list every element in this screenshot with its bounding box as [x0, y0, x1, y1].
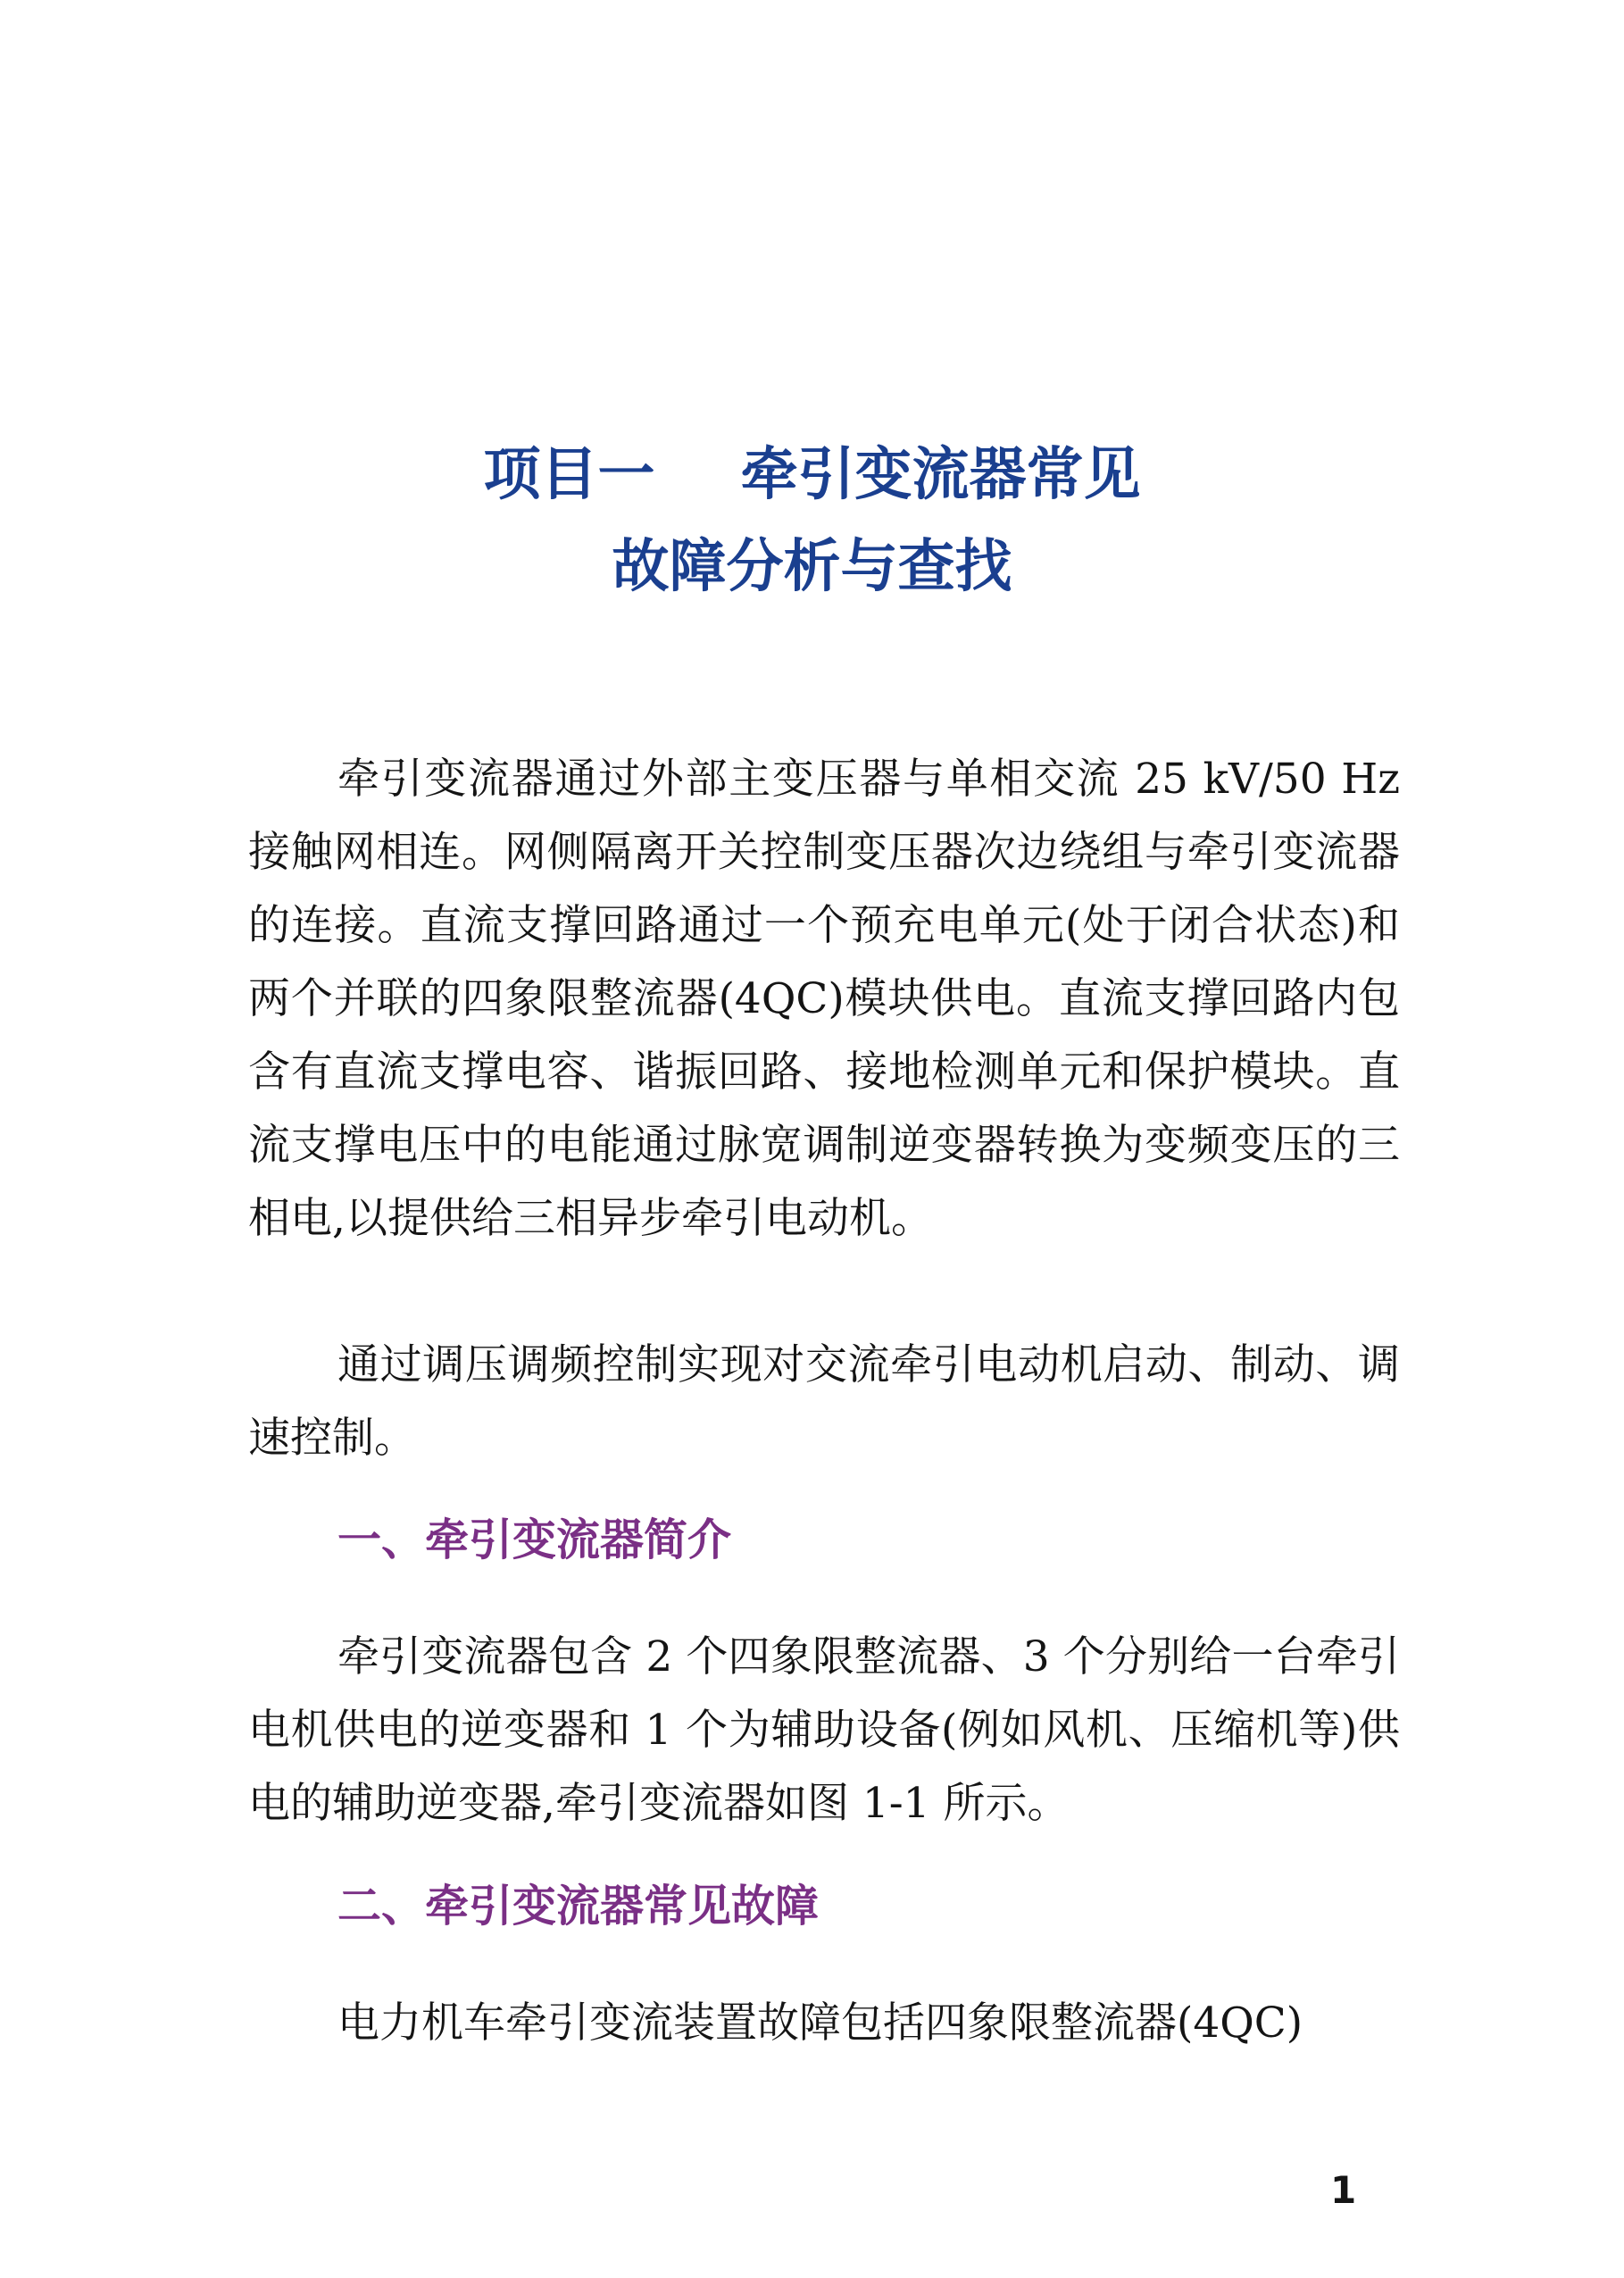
page-number: 1 [1330, 2168, 1357, 2212]
project-title-main: 牵引变流器常见 [740, 442, 1141, 508]
section-heading-common-faults: 二、牵引变流器常见故障 [337, 1881, 820, 1932]
section-heading-introduction: 一、牵引变流器简介 [337, 1514, 732, 1565]
page-title-line-1 [0, 442, 1624, 508]
section-paragraph-introduction: 牵引变流器包含 2 个四象限整流器、3 个分别给一台牵引电机供电的逆变器和 1 个为辅助设备(例如风机、压缩机等)供电的辅助逆变器,牵引变流器如图 1-1 所示。 [248, 1632, 1400, 1828]
control-paragraph: 通过调压调频控制实现对交流牵引电动机启动、制动、调速控制。 [248, 1340, 1400, 1463]
section-paragraph-common-faults: 电力机车牵引变流装置故障包括四象限整流器(4QC) [337, 1998, 1303, 2048]
intro-paragraph: 牵引变流器通过外部主变压器与单相交流 25 kV/50 Hz 接触网相连。网侧隔离开关控制变压器次边绕组与牵引变流器的连接。直流支撑回路通过一个预充电单元(处于闭合状态)和两个并联的四象限整流器(4QC)模块供电。直流支撑回路内包含有直流支撑电容、谐振回路、接地检测单元和保护模块。直流支撑电压中的电能通过脉宽调制逆变器转换为变频变压的三相电,以提供给三相异步牵引电动机。 [248, 755, 1400, 1243]
page-title-line-2: 故障分析与查找 [612, 534, 1012, 600]
project-number: 项目一 [483, 442, 655, 508]
